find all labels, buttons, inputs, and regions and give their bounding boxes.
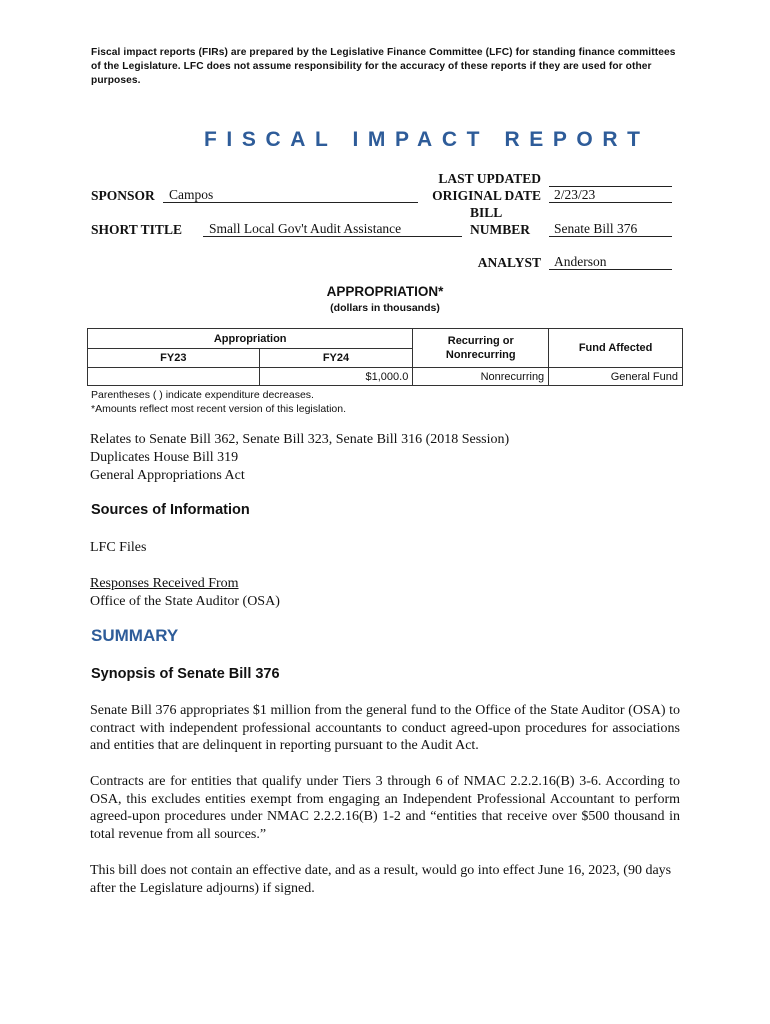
summary-heading: SUMMARY <box>91 626 179 645</box>
recurring-header: Recurring or Nonrecurring <box>413 329 549 368</box>
analyst-value: Anderson <box>549 254 672 270</box>
synopsis-paragraph-3: This bill does not contain an effective date, and as a result, would go into effect June 16, 2023, (90 days after the Legislature adjourns) if signed. <box>90 863 672 896</box>
last-updated-label: LAST UPDATED <box>438 171 541 186</box>
original-date-label: ORIGINAL DATE <box>432 188 541 203</box>
appropriation-note-amounts: *Amounts reflect most recent version of this legislation. <box>91 403 347 415</box>
fy23-header: FY23 <box>88 349 260 368</box>
synopsis-heading: Synopsis of Senate Bill 376 <box>91 666 280 682</box>
last-updated-value <box>549 170 672 187</box>
synopsis-paragraph-1: Senate Bill 376 appropriates $1 million from the general fund to the Office of the State Auditor (OSA) to contract with independent professional accountants to conduct agreed-upon procedures for associations and entities that are delinquent in reporting pursuant to the Audit Act. <box>90 703 680 753</box>
table-row <box>88 368 683 386</box>
lfc-files: LFC Files <box>90 540 147 555</box>
number-label: NUMBER <box>470 222 530 237</box>
relates-line: Relates to Senate Bill 362, Senate Bill 323, Senate Bill 316 (2018 Session) <box>90 432 510 447</box>
appropriation-note-parentheses: Parentheses ( ) indicate expenditure decreases. <box>91 389 314 401</box>
short-title-label: SHORT TITLE <box>91 222 182 237</box>
gaa-line: General Appropriations Act <box>90 468 245 483</box>
analyst-label: ANALYST <box>477 255 541 270</box>
fund-affected-header: Fund Affected <box>549 329 683 368</box>
sponsor-label: SPONSOR <box>91 188 155 203</box>
appropriation-subtitle: (dollars in thousands) <box>330 302 440 314</box>
fund-cell: General Fund <box>549 368 683 386</box>
fy24-header: FY24 <box>259 349 413 368</box>
sponsor-value: Campos <box>163 187 418 203</box>
disclaimer-text: Fiscal impact reports (FIRs) are prepared by the Legislative Finance Committee (LFC) for standing finance committees of the Legislature. LFC does not assume responsibility for the accuracy of these reports if they are used for other purposes. <box>91 47 676 86</box>
original-date-value: 2/23/23 <box>549 187 672 203</box>
bill-number-value: Senate Bill 376 <box>549 221 672 237</box>
fy23-cell <box>88 368 260 386</box>
short-title-value: Small Local Gov't Audit Assistance <box>203 221 462 237</box>
fy24-cell: $1,000.0 <box>259 368 413 386</box>
responses-item: Office of the State Auditor (OSA) <box>90 594 280 609</box>
duplicates-line: Duplicates House Bill 319 <box>90 450 239 465</box>
sources-heading: Sources of Information <box>91 502 250 518</box>
appropriation-group-header: Appropriation <box>88 329 413 349</box>
bill-label: BILL <box>470 205 503 220</box>
recurring-cell: Nonrecurring <box>413 368 549 386</box>
appropriation-table <box>87 328 683 386</box>
report-title: FISCAL IMPACT REPORT <box>204 128 650 151</box>
responses-heading: Responses Received From <box>90 576 239 591</box>
synopsis-paragraph-2: Contracts are for entities that qualify under Tiers 3 through 6 of NMAC 2.2.2.16(B) 3-6. According to OSA, this excludes entities exempt from engaging an Independent Professional Accountant to perform agreed-upon procedures under NMAC 2.2.2.16(B) 1-2 and “entities that receive over $500 thousand in total revenue from all sources.” <box>90 774 680 842</box>
appropriation-title: APPROPRIATION* <box>326 284 444 299</box>
